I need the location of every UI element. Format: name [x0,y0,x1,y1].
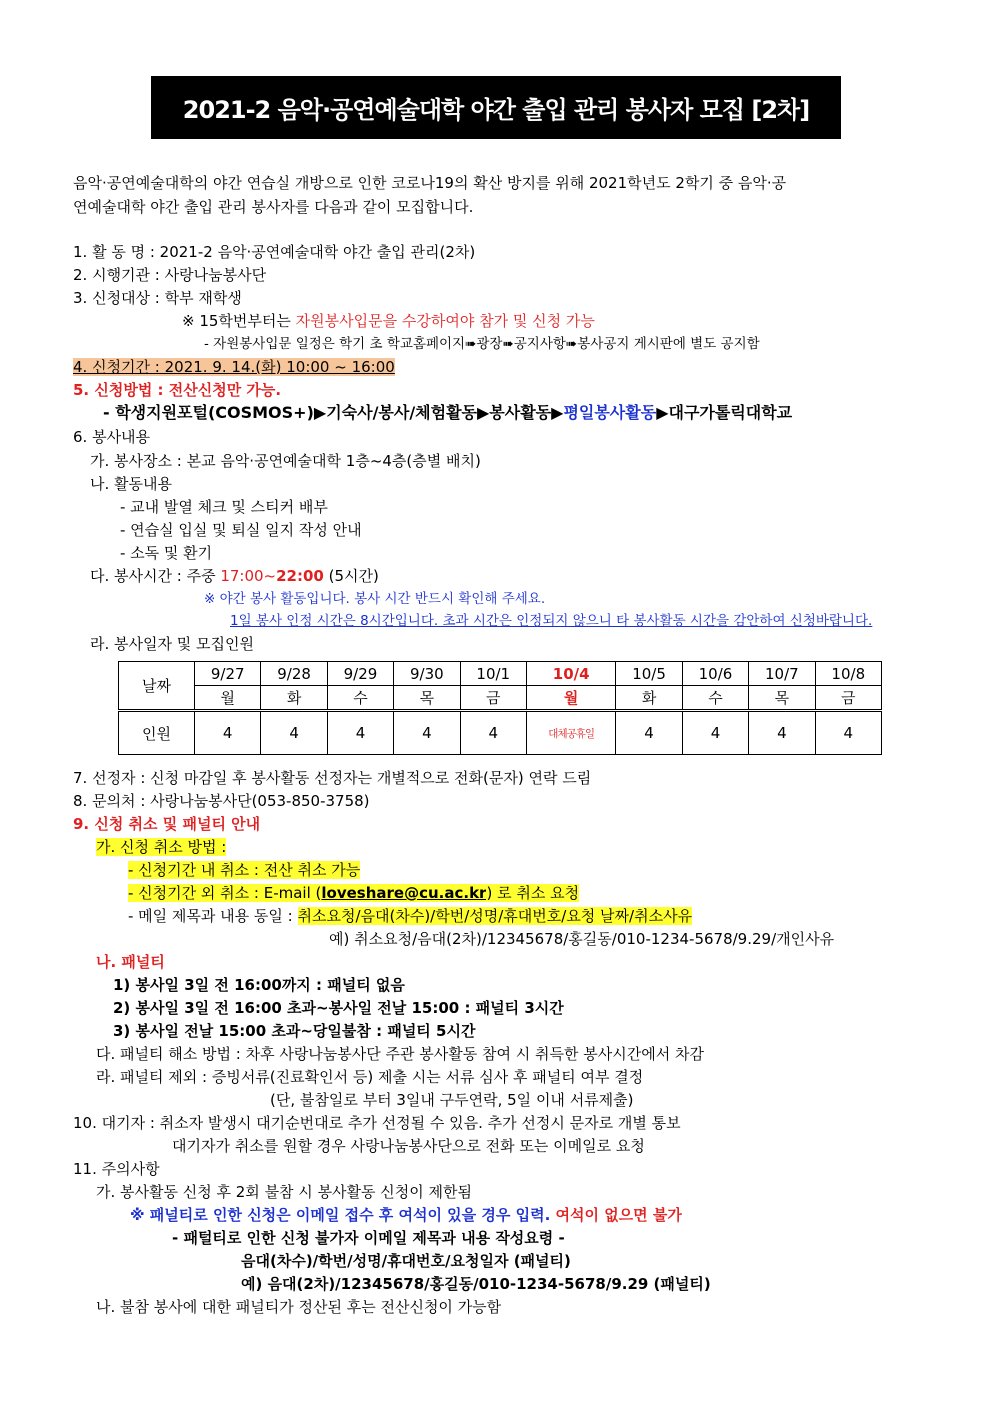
day-cell: 수 [682,686,748,711]
section-10: 10. 대기자 : 취소자 발생시 대기순번대로 추가 선정될 수 있음. 추가 선정시 문자로 개별 통보 [73,1114,681,1132]
people-cell: 4 [394,711,460,755]
section-9-ra: 라. 패널티 제외 : 증빙서류(진료확인서 등) 제출 시는 서류 심사 후 패널티 여부 결정 [96,1068,644,1086]
penalty-item-1: 1) 봉사일 3일 전 16:00까지 : 패널티 없음 [113,976,405,994]
date-cell: 9/29 [327,662,393,686]
section-11: 11. 주의사항 [73,1160,160,1178]
date-row [119,662,882,686]
people-cell: 4 [815,711,881,755]
people-cell: 4 [327,711,393,755]
page-title: 2021-2 음악·공연예술대학 야간 출입 관리 봉사자 모집 [2차] [151,76,841,139]
day-cell: 목 [749,686,815,711]
day-cell: 화 [616,686,682,711]
section-11-na: 나. 불참 봉사에 대한 패널티가 정산된 후는 전산신청이 가능함 [96,1298,502,1316]
date-cell: 10/8 [815,662,881,686]
section-9-ga-text: 가. 신청 취소 방법 : [96,838,227,856]
section-9-ga-3-example: 예) 취소요청/음대(2차)/12345678/홍길동/010-1234-5678/9.29/개인사유 [329,930,835,948]
section-4-text: 4. 신청기간 : 2021. 9. 14.(화) 10:00 ~ 16:00 [73,358,395,376]
section-9-da: 다. 패널티 해소 방법 : 차후 사랑나눔봉사단 주관 봉사활동 참여 시 취득한 봉사시간에서 차감 [96,1045,704,1063]
date-cell: 10/6 [682,662,748,686]
section-5-path-a: - 학생지원포털(COSMOS+)▶기숙사/봉사/체험활동▶봉사활동▶ [103,403,564,422]
section-9-ga-2 [128,882,579,904]
date-cell: 10/7 [749,662,815,686]
day-cell: 목 [394,686,460,711]
day-cell-holiday: 월 [526,686,615,711]
section-9-ga-3 [128,905,692,927]
section-3-note-2: - 자원봉사입문 일정은 학기 초 학교홈페이지➠광장➠공지사항➠봉사공지 게시판에 별도 공지함 [204,336,760,352]
section-3: 3. 신청대상 : 학부 재학생 [73,289,242,307]
section-4 [73,356,395,378]
people-cell: 4 [682,711,748,755]
section-9-ga-1 [128,859,360,881]
section-6-da-a: 다. 봉사시간 : 주중 [90,567,221,585]
date-header: 날짜 [119,662,195,711]
section-7: 7. 선정자 : 신청 마감일 후 봉사활동 선정자는 개별적으로 전화(문자) 연락 드림 [73,769,592,787]
section-6-da-note-2: 1일 봉사 인정 시간은 8시간입니다. 초과 시간은 인정되지 않으니 타 봉사활동 시간을 감안하여 신청바랍니다. [230,613,873,629]
date-cell: 9/30 [394,662,460,686]
penalty-item-3: 3) 봉사일 전날 15:00 초과~당일불참 : 패널티 5시간 [113,1022,476,1040]
section-11-note-b: 여석이 없으면 불가 [555,1206,682,1224]
section-5: 5. 신청방법 : 전산신청만 가능. [73,381,282,399]
section-6-na: 나. 활동내용 [90,475,172,493]
section-3-note [182,310,595,332]
section-9: 9. 신청 취소 및 패널티 안내 [73,815,261,833]
section-6-na-item-1: - 교내 발열 체크 및 스티커 배부 [120,498,328,516]
penalty-item-2: 2) 봉사일 3일 전 16:00 초과~봉사일 전날 15:00 : 패널티 3시간 [113,999,564,1017]
day-cell: 수 [327,686,393,711]
section-3-note-b: 자원봉사입문을 수강하여야 참가 및 신청 가능 [295,312,595,330]
section-9-ga-3-b: 취소요청/음대(차수)/학번/성명/휴대번호/요청 날짜/취소사유 [297,907,693,925]
section-11-note [130,1204,682,1226]
date-cell-holiday: 10/4 [526,662,615,686]
people-header: 인원 [119,711,195,755]
section-6-ra: 라. 봉사일자 및 모집인원 [90,635,254,653]
section-11-note-a: ※ 패널티로 인한 신청은 이메일 접수 후 여석이 있을 경우 입력. [130,1206,556,1224]
intro-line-1: 음악·공연예술대학의 야간 연습실 개방으로 인한 코로나19의 확산 방지를 위해 2021학년도 2학기 중 음악·공 [73,174,787,192]
section-5-path-b: 평일봉사활동 [563,403,657,422]
section-9-ga-2-a: - 신청기간 외 취소 : E-mail ( [128,884,322,902]
section-6-na-item-3: - 소독 및 환기 [120,544,213,562]
section-10-2: 대기자가 취소를 원할 경우 사랑나눔봉사단으로 전화 또는 이메일로 요청 [172,1137,645,1155]
date-cell: 9/28 [261,662,327,686]
section-6-da [90,565,379,587]
day-cell: 금 [815,686,881,711]
people-row [119,711,882,755]
section-6-da-note-1: ※ 야간 봉사 활동입니다. 봉사 시간 반드시 확인해 주세요. [204,591,546,607]
day-cell: 화 [261,686,327,711]
section-3-note-a: ※ 15학번부터는 [182,312,296,330]
section-5-path [103,402,792,424]
people-cell: 4 [261,711,327,755]
section-6-da-d: (5시간) [323,567,379,585]
section-9-na: 나. 패널티 [96,953,165,971]
section-5-path-c: ▶대구가톨릭대학교 [656,403,793,422]
date-cell: 9/27 [195,662,261,686]
people-cell: 4 [749,711,815,755]
people-cell: 4 [616,711,682,755]
people-cell-holiday: 대체공휴일 [526,711,615,755]
people-cell: 4 [460,711,526,755]
intro-line-2: 연예술대학 야간 출입 관리 봉사자를 다음과 같이 모집합니다. [73,198,474,216]
day-cell: 월 [195,686,261,711]
section-6-ga: 가. 봉사장소 : 본교 음악·공연예술대학 1층~4층(층별 배치) [90,452,481,470]
section-9-ga-2-c: ) 로 취소 요청 [486,884,580,902]
day-row [119,686,882,711]
section-8: 8. 문의처 : 사랑나눔봉사단(053-850-3758) [73,792,370,810]
section-9-ra-2: (단, 불참일로 부터 3일내 구두연락, 5일 이내 서류제출) [270,1091,634,1109]
section-6-da-b: 17:00~ [220,567,277,585]
section-11-format-1: - 패털티로 인한 신청 불가자 이메일 제목과 내용 작성요령 - [172,1229,565,1247]
section-9-ga-1-text: - 신청기간 내 취소 : 전산 취소 가능 [128,861,361,879]
email-link[interactable]: loveshare@cu.ac.kr [321,884,487,902]
section-11-ga: 가. 봉사활동 신청 후 2회 불참 시 봉사활동 신청이 제한됨 [96,1183,473,1201]
date-cell: 10/1 [460,662,526,686]
section-6-da-c: 22:00 [276,567,324,585]
date-cell: 10/5 [616,662,682,686]
day-cell: 금 [460,686,526,711]
schedule-table [118,661,882,755]
section-6-na-item-2: - 연습실 입실 및 퇴실 일지 작성 안내 [120,521,362,539]
section-9-ga-3-a: - 메일 제목과 내용 동일 : [128,907,298,925]
section-9-ga [96,836,226,858]
section-1: 1. 활 동 명 : 2021-2 음악·공연예술대학 야간 출입 관리(2차) [73,243,476,261]
section-11-format-3: 예) 음대(2차)/12345678/홍길동/010-1234-5678/9.29 (패널티) [241,1275,711,1293]
section-6: 6. 봉사내용 [73,428,151,446]
section-2: 2. 시행기관 : 사랑나눔봉사단 [73,266,267,284]
people-cell: 4 [195,711,261,755]
section-11-format-2: 음대(차수)/학번/성명/휴대번호/요청일자 (패널티) [241,1252,571,1270]
